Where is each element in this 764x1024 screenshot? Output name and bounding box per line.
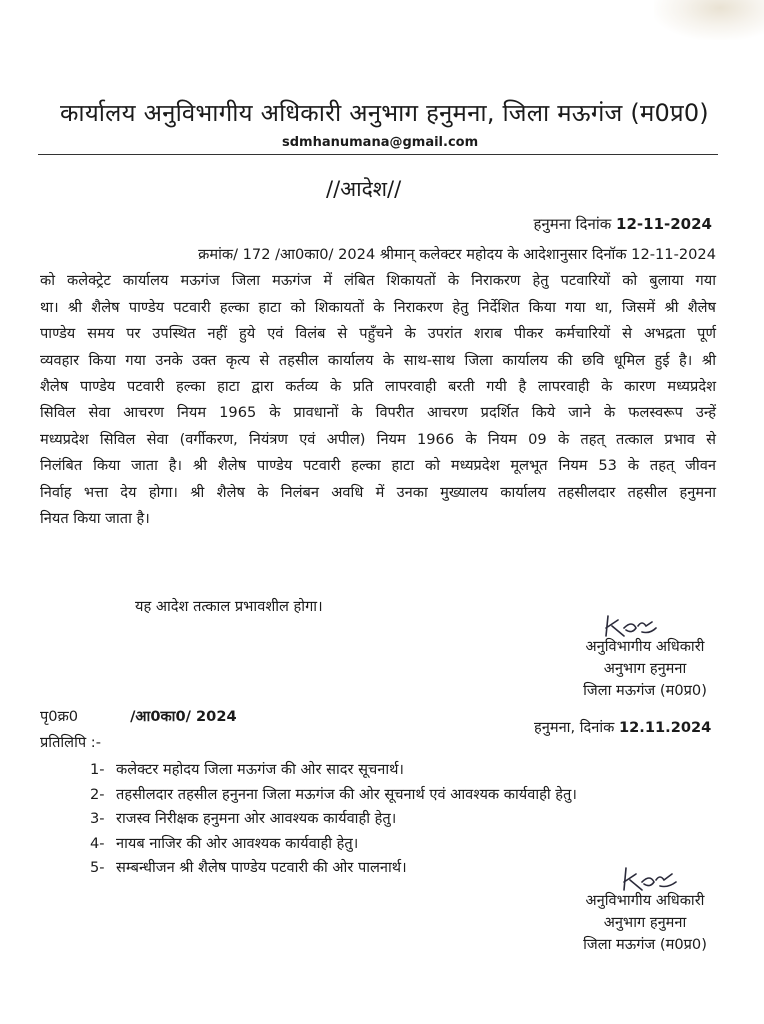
signatory-district: जिला मऊगंज (म0प्र0) bbox=[583, 936, 707, 953]
body-line: था। श्री शैलेष पाण्डेय पटवारी हल्का हाटा को शिकायतों के निराकरण हेतु निर्देशित किया गया था, जिसमें श्री शैलेष bbox=[40, 298, 716, 316]
body-line: व्यवहार किया गया उनके उक्त कृत्य से तहसील कार्यालय के साथ-साथ जिला कार्यालय की छवि धूमिल हुई है। श्री bbox=[40, 351, 716, 369]
order-body bbox=[40, 242, 716, 532]
signatory-designation: अनुविभागीय अधिकारी bbox=[585, 638, 705, 655]
endorsement-ref bbox=[40, 706, 237, 726]
header-divider bbox=[38, 154, 718, 155]
list-item: 3- राजस्व निरीक्षक हनुमना ओर आवश्यक कार्यवाही हेतु। bbox=[90, 810, 397, 827]
body-line: निलंबित किया जाता है। श्री शैलेष पाण्डेय पटवारी हल्का हाटा को मध्यप्रदेश मूलभूत नियम 53 के तहत् जीवन bbox=[40, 457, 716, 475]
signatory-designation: अनुविभागीय अधिकारी bbox=[585, 892, 705, 909]
paper-stain bbox=[654, 0, 764, 40]
effective-statement: यह आदेश तत्काल प्रभावशील होगा। bbox=[135, 598, 323, 615]
body-line: शैलेष पाण्डेय पटवारी हल्का हाटा द्वारा कर्तव्य के प्रति लापरवाही बरती गयी है लापरवाही के कारण मध्यप्रदेश bbox=[40, 378, 716, 396]
endorsement-date-value: 12.11.2024 bbox=[619, 719, 712, 736]
signature-block-1 bbox=[560, 636, 730, 702]
list-item: 4- नायब नाजिर की ओर आवश्यक कार्यवाही हेतु। bbox=[90, 834, 359, 852]
body-line: नियत किया जाता है। bbox=[40, 510, 150, 528]
endorsement-date-prefix: हनुमना, दिनांक bbox=[534, 719, 615, 736]
copy-list bbox=[90, 758, 577, 881]
order-heading: //आदेश// bbox=[326, 177, 402, 201]
order-date bbox=[533, 214, 712, 234]
ref-prefix: पृ0क्र0 bbox=[40, 708, 79, 725]
order-date-prefix: हनुमना दिनांक bbox=[533, 215, 612, 233]
office-email: sdmhanumana@gmail.com bbox=[282, 135, 479, 150]
list-item: 1- कलेक्टर महोदय जिला मऊगंज की ओर सादर सूचनार्थ। bbox=[90, 761, 404, 778]
body-line: क्रमांक/ 172 /आ0का0/ 2024 श्रीमान् कलेक्टर महोदय के आदेशानुसार दिनॉक 12-11-2024 bbox=[198, 246, 716, 263]
list-item: 2- तहसीलदार तहसील हनुनना जिला मऊगंज की ओर सूचनार्थ एवं आवश्यक कार्यवाही हेतु। bbox=[90, 785, 577, 803]
ref-suffix: /आ0का0/ 2024 bbox=[130, 708, 237, 725]
body-line: सिविल सेवा आचरण नियम 1965 के प्रावधानों के विपरीत आचरण प्रदर्शित किये जाने के फलस्वरूप उन्हें bbox=[40, 404, 716, 422]
body-line: मध्यप्रदेश सिविल सेवा (वर्गीकरण, नियंत्रण एवं अपील) नियम 1966 के नियम 09 के तहत् तत्काल प्रभाव से bbox=[40, 430, 716, 448]
signatory-section: अनुभाग हनुमना bbox=[603, 660, 687, 677]
order-date-value: 12-11-2024 bbox=[616, 215, 712, 233]
endorsement-date bbox=[534, 717, 711, 737]
signatory-district: जिला मऊगंज (म0प्र0) bbox=[583, 682, 707, 699]
list-item: 5- सम्बन्धीजन श्री शैलेष पाण्डेय पटवारी की ओर पालनार्थ। bbox=[90, 859, 407, 876]
signature-block-2 bbox=[560, 890, 730, 956]
signatory-section: अनुभाग हनुमना bbox=[603, 914, 687, 931]
copy-label: प्रतिलिपि :- bbox=[40, 734, 101, 751]
body-line: निर्वाह भत्ता देय होगा। श्री शैलेष के निलंबन अवधि में उनका मुख्यालय कार्यालय तहसीलदार तहसील हनुमना bbox=[40, 483, 716, 501]
body-line: पाण्डेय समय पर उपस्थित नहीं हुये एवं विलंब से पहुँचने के उपरांत शराब पीकर कर्मचारियों से अभद्रता पूर्ण bbox=[40, 325, 716, 343]
office-title: कार्यालय अनुविभागीय अधिकारी अनुभाग हनुमना, जिला मऊगंज (म0प्र0) bbox=[60, 99, 709, 127]
body-line: को कलेक्ट्रेट कार्यालय मऊगंज जिला मऊगंज में लंबित शिकायतों के निराकरण हेतु पटवारियों को बुलाया गया bbox=[40, 272, 716, 290]
